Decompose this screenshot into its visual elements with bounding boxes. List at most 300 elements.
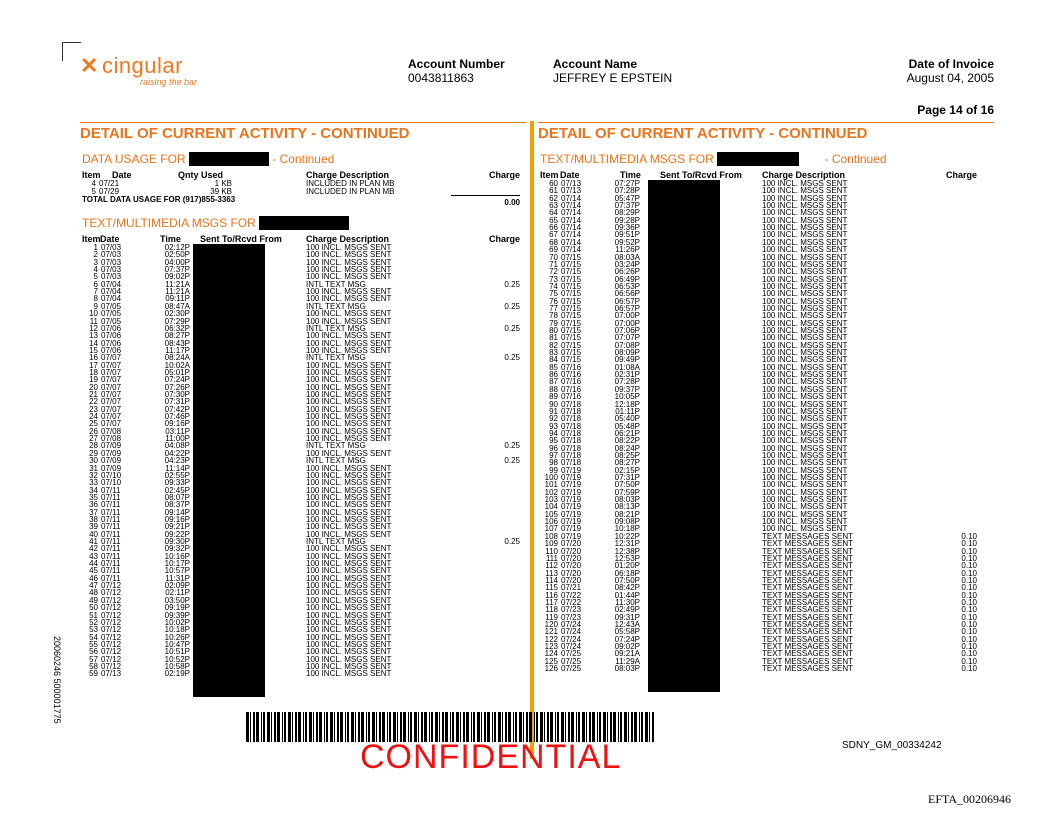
item-time: 10:16P [164,551,190,561]
charge-description: 100 INCL. MSGS SENT [762,414,848,424]
item-date: 07/22 [561,590,582,600]
item-date: 07/18 [561,399,582,409]
item-number: 13 [89,331,98,341]
item-number: 2 [93,250,98,260]
charge-description: 100 INCL. MSGS SENT [306,617,392,627]
charge-description: 100 INCL. MSGS SENT [306,588,392,598]
item-date: 07/11 [101,522,121,532]
item-date: 07/24 [561,634,582,644]
item-date: 07/12 [101,617,122,627]
item-number: 107 [544,524,558,534]
barcode-bar [316,712,318,742]
item-time: 07:24P [614,634,640,644]
charge-description: 100 INCL. MSGS SENT [306,360,392,370]
item-date: 07/15 [561,340,582,350]
charge-description: 100 INCL. MSGS SENT [762,193,848,203]
charge-description: 100 INCL. MSGS SENT [306,551,392,561]
item-date: 07/23 [561,612,582,622]
item-time: 11:21A [165,287,190,297]
item-date: 07/05 [101,301,122,311]
item-number: 54 [89,632,98,642]
item-number: 56 [89,647,98,657]
item-time: 07:29P [164,316,190,326]
charge-description: INCLUDED IN PLAN MB [306,187,395,196]
charge-description: 100 INCL. MSGS SENT [762,208,848,218]
charge-description: 100 INCL. MSGS SENT [306,375,392,385]
charge-description: 100 INCL. MSGS SENT [762,355,848,365]
side-code: 20060246 500001775 [52,636,62,724]
item-date: 07/12 [101,595,122,605]
item-time: 06:32P [164,323,190,333]
column-header: Charge [945,170,977,180]
charge-description: 100 INCL. MSGS SENT [306,404,392,414]
item-date: 07/03 [101,257,122,267]
item-date: 07/07 [101,412,122,422]
item-time: 08:27P [164,331,190,341]
item-number: 83 [549,348,558,358]
item-number: 96 [549,443,558,453]
charge-description: 100 INCL. MSGS SENT [306,529,392,539]
item-time: 02:50P [164,250,190,260]
charge-description: INTL TEXT MSG [306,323,366,333]
right-msgs-continued: - Continued [824,152,887,166]
charge-description: 100 INCL. MSGS SENT [306,272,392,282]
item-number: 35 [89,492,98,502]
item-number: 61 [549,186,558,196]
charge-amount: 0.10 [961,597,977,607]
charge-description: 100 INCL. MSGS SENT [762,259,848,269]
charge-description: 100 INCL. MSGS SENT [762,267,848,277]
barcode-bar [624,712,627,742]
item-date: 07/04 [101,279,122,289]
charge-description: TEXT MESSAGES SENT [762,620,853,629]
item-number: 102 [544,487,558,497]
item-date: 07/12 [101,647,122,657]
barcode-bar [639,712,640,742]
charge-description: 100 INCL. MSGS SENT [306,470,392,480]
charge-description: 100 INCL. MSGS SENT [762,252,848,262]
item-number: 39 [89,522,98,532]
item-date: 07/11 [101,485,121,495]
charge-description: TEXT MESSAGES SENT [762,568,853,578]
item-date: 07/12 [101,588,122,598]
charge-description: 100 INCL. MSGS SENT [306,669,392,679]
charge-amount: 0.25 [504,537,520,546]
charge-description: 100 INCL. MSGS SENT [762,436,848,446]
barcode-bar [326,712,328,742]
item-date: 07/18 [561,414,582,424]
charge-description: 100 INCL. MSGS SENT [306,309,392,319]
item-time: 08:22P [614,436,640,446]
column-header: Date [560,170,580,180]
item-number: 38 [89,514,98,524]
item-time: 02:12P [164,243,190,252]
column-header: Date [112,170,132,180]
item-date: 07/03 [101,243,122,252]
item-number: 34 [89,485,98,495]
item-date: 07/20 [561,575,582,585]
item-date: 07/15 [561,274,582,284]
item-date: 07/09 [101,456,122,466]
item-number: 81 [549,333,558,343]
brand-name: cingular [101,53,183,78]
item-date: 07/06 [101,331,122,341]
item-number: 66 [549,223,558,233]
right-msgs-title: TEXT/MULTIMEDIA MSGS FOR - Continued [540,152,887,166]
charge-amount: 0.10 [961,531,977,541]
item-date: 07/24 [561,627,582,637]
data-usage-title: DATA USAGE FOR - Continued [82,152,335,166]
item-time: 11:31P [165,573,190,583]
item-date: 07/12 [101,632,122,642]
item-time: 08:27P [614,458,640,468]
item-number: 37 [89,507,98,517]
account-number: 0043811863 [408,71,474,85]
item-time: 04:00P [164,257,190,267]
item-number: 23 [89,404,98,414]
item-time: 09:19P [164,603,190,613]
charge-description: 100 INCL. MSGS SENT [762,495,848,505]
charge-description: 100 INCL. MSGS SENT [762,179,848,188]
item-number: 75 [549,289,558,299]
item-number: 24 [89,412,98,422]
item-date: 07/12 [101,610,122,620]
item-date: 07/12 [101,581,122,591]
charge-description: 100 INCL. MSGS SENT [762,362,848,372]
item-number: 12 [89,323,98,333]
item-date: 07/22 [561,597,582,607]
item-time: 02:09P [164,581,190,591]
item-number: 19 [89,375,98,385]
column-header: Date [100,234,120,244]
charge-description: 100 INCL. MSGS SENT [306,500,392,510]
redaction-block-right [648,180,720,692]
barcode-bar [263,712,265,742]
item-date: 07/14 [561,237,582,247]
item-time: 08:03P [614,664,640,674]
item-time: 12:38P [614,546,640,556]
item-number: 15 [89,345,98,355]
item-number: 30 [89,456,98,466]
column-header: Time [620,170,641,180]
barcode-bar [645,712,648,742]
item-date: 07/15 [561,333,582,343]
item-number: 73 [549,274,558,284]
item-date: 07/15 [561,326,582,335]
charge-description: 100 INCL. MSGS SENT [762,296,848,306]
charge-amount: 0.25 [504,353,520,363]
item-time: 07:46P [164,412,190,422]
item-date: 07/18 [561,450,582,460]
item-number: 93 [549,421,558,431]
item-time: 08:03P [614,495,640,505]
item-time: 08:25P [614,450,640,460]
column-header: Qnty Used [178,170,224,180]
item-date: 07/11 [101,537,121,546]
item-number: 98 [549,458,558,468]
charge-description: 100 INCL. MSGS SENT [306,507,392,517]
invoice-date: August 04, 2005 [906,71,994,85]
item-date: 07/13 [561,186,582,196]
barcode-bar [303,712,304,742]
item-time: 09:02P [164,272,190,282]
charge-amount: 0.10 [961,620,977,629]
barcode-bar [628,712,629,742]
item-date: 07/06 [101,323,122,333]
item-date: 07/09 [101,463,122,473]
charge-description: INTL TEXT MSG [306,301,366,311]
item-number: 92 [549,414,558,424]
item-number: 115 [545,583,558,593]
item-date: 07/29 [99,187,120,196]
charge-description: 100 INCL. MSGS SENT [306,390,392,399]
item-time: 06:56P [614,289,640,299]
barcode-bar [295,712,297,742]
item-date: 07/19 [561,495,582,505]
item-time: 11:29A [615,656,640,666]
charge-description: 100 INCL. MSGS SENT [306,367,392,377]
item-number: 57 [89,654,98,664]
charge-description: 100 INCL. MSGS SENT [306,419,392,429]
item-time: 10:57P [164,566,190,576]
item-date: 07/07 [101,390,122,399]
item-time: 07:42P [164,404,190,414]
item-time: 09:37P [614,384,640,394]
account-number-block [408,57,505,85]
item-number: 29 [89,448,98,458]
charge-description: TEXT MESSAGES SENT [762,546,853,556]
item-number: 59 [89,669,98,679]
invoice-date-label: Date of Invoice [908,57,994,71]
item-date: 07/12 [101,603,122,613]
item-number: 42 [89,544,98,554]
barcode-bar [274,712,276,742]
barcode-bar [355,712,356,742]
item-date: 07/08 [101,426,122,436]
item-time: 07:50P [614,575,640,585]
item-time: 05:58P [614,627,640,637]
barcode-bar [345,712,346,742]
item-time: 07:00P [614,318,640,328]
item-number: 32 [89,470,98,480]
charge-amount: 0.25 [504,441,520,451]
item-number: 108 [544,531,558,541]
charge-description: 100 INCL. MSGS SENT [306,397,392,407]
item-date: 07/09 [101,441,122,451]
charge-description: 100 INCL. MSGS SENT [762,392,848,402]
item-number: 3 [93,257,98,267]
item-number: 4 [93,265,98,275]
item-number: 45 [89,566,98,576]
item-time: 12:31P [614,539,640,549]
charge-description: 100 INCL. MSGS SENT [306,345,392,355]
item-number: 117 [545,597,558,607]
item-number: 14 [89,338,98,348]
account-name-label: Account Name [553,57,638,71]
item-number: 72 [549,267,558,277]
account-number-label: Account Number [408,57,505,71]
charge-description: 100 INCL. MSGS SENT [762,318,848,328]
invoice-date-block [907,57,994,85]
charge-description: TEXT MESSAGES SENT [762,649,853,659]
item-time: 09:08P [614,517,640,527]
item-number: 97 [549,450,558,460]
item-date: 07/14 [561,215,582,225]
item-number: 16 [89,353,98,363]
item-date: 07/05 [101,309,122,319]
charge-description: 100 INCL. MSGS SENT [762,399,848,409]
item-date: 07/20 [561,546,582,556]
item-time: 09:02P [614,642,640,652]
charge-description: 100 INCL. MSGS SENT [306,544,392,554]
item-time: 10:52P [164,654,190,664]
item-time: 09:32P [164,544,190,554]
charge-amount: 0.10 [961,656,977,666]
barcode-bar [253,712,255,742]
charge-description: 100 INCL. MSGS SENT [306,434,392,444]
item-time: 11:30P [615,597,640,607]
charge-description: TEXT MESSAGES SENT [762,612,853,622]
item-date: 07/03 [101,250,122,260]
item-number: 80 [549,326,558,335]
charge-description: INCLUDED IN PLAN MB [306,179,395,188]
corner-mark [62,42,81,61]
item-date: 07/19 [561,517,582,527]
charge-amount: 0.10 [961,546,977,556]
data-usage-total: 0.00 [504,198,520,207]
item-date: 07/18 [561,443,582,453]
item-number: 122 [544,634,558,644]
charge-description: 100 INCL. MSGS SENT [306,639,392,649]
item-number: 100 [544,473,558,482]
item-number: 118 [545,605,558,615]
column-header: Time [160,234,181,244]
charge-amount: 0.10 [961,561,977,571]
charge-amount: 0.10 [961,612,977,622]
item-time: 04:22P [164,448,190,458]
charge-description: 100 INCL. MSGS SENT [306,647,392,657]
charge-description: 100 INCL. MSGS SENT [306,514,392,524]
charge-description: 100 INCL. MSGS SENT [306,581,392,591]
charge-description: 100 INCL. MSGS SENT [762,458,848,468]
item-number: 43 [89,551,98,561]
charge-description: 100 INCL. MSGS SENT [762,274,848,284]
item-time: 02:45P [164,485,190,495]
brand-tagline: raising the bar [140,77,198,87]
charge-description: 100 INCL. MSGS SENT [762,480,848,490]
item-time: 07:08P [614,340,640,350]
charge-description: 100 INCL. MSGS SENT [762,340,848,350]
item-date: 07/11 [101,529,121,539]
charge-description: 100 INCL. MSGS SENT [306,382,392,392]
item-time: 07:07P [614,333,640,343]
barcode-bar [246,712,249,742]
item-time: 09:21P [164,522,190,532]
item-time: 07:27P [614,179,640,188]
item-number: 62 [549,193,558,203]
item-number: 87 [549,377,558,387]
item-time: 02:49P [614,605,640,615]
charge-description: TEXT MESSAGES SENT [762,664,853,674]
item-number: 7 [93,287,98,297]
item-date: 07/12 [101,661,122,671]
item-time: 01:11P [615,406,640,416]
item-number: 79 [549,318,558,328]
left-msgs-title: TEXT/MULTIMEDIA MSGS FOR [82,216,349,230]
barcode-bar [330,712,333,742]
item-date: 07/07 [101,404,122,414]
barcode-bar [256,712,259,742]
item-date: 07/11 [101,492,121,502]
item-time: 12:43A [614,620,640,629]
item-time: 07:30P [164,390,190,399]
barcode-bar [271,712,272,742]
item-time: 08:37P [164,500,190,510]
item-date: 07/11 [101,566,121,576]
item-number: 95 [549,436,558,446]
item-time: 06:57P [614,296,640,306]
item-time: 07:59P [614,487,640,497]
charge-description: 100 INCL. MSGS SENT [306,265,392,275]
item-time: 10:02P [164,617,190,627]
item-number: 40 [89,529,98,539]
item-time: 05:48P [614,421,640,431]
charge-description: 100 INCL. MSGS SENT [762,230,848,240]
barcode-bar [288,712,291,742]
charge-description: 100 INCL. MSGS SENT [762,215,848,225]
item-date: 07/15 [561,296,582,306]
item-time: 08:07P [164,492,190,502]
column-header: Charge Description [306,234,390,244]
charge-amount: 0.10 [961,634,977,644]
item-time: 09:36P [614,223,640,233]
charge-description: 100 INCL. MSGS SENT [762,428,848,438]
item-date: 07/20 [561,539,582,549]
item-number: 10 [89,309,98,319]
charge-amount: 0.10 [961,642,977,652]
charge-description: 100 INCL. MSGS SENT [306,287,392,297]
item-date: 07/25 [561,649,582,659]
charge-amount: 0.10 [961,553,977,563]
item-time: 04:08P [164,441,190,451]
item-time: 10:47P [164,639,190,649]
item-time: 08:43P [164,338,190,348]
item-number: 89 [549,392,558,402]
item-time: 07:06P [614,326,640,335]
item-date: 07/25 [561,664,582,674]
item-date: 07/15 [561,348,582,358]
charge-description: 100 INCL. MSGS SENT [762,509,848,519]
item-number: 101 [544,480,558,490]
item-time: 08:29P [614,208,640,218]
item-number: 105 [544,509,558,519]
item-number: 25 [89,419,98,429]
charge-description: 100 INCL. MSGS SENT [306,573,392,583]
item-number: 120 [544,620,558,629]
item-date: 07/15 [561,252,582,262]
item-number: 5 [91,187,96,196]
charge-description: 100 INCL. MSGS SENT [762,333,848,343]
item-date: 07/04 [101,294,122,304]
charge-description: 100 INCL. MSGS SENT [762,384,848,394]
item-time: 02:19P [164,669,190,679]
item-time: 09:16P [164,514,190,524]
barcode-bar [250,712,251,742]
charge-description: 100 INCL. MSGS SENT [762,201,848,211]
item-time: 10:02A [164,360,190,370]
item-number: 50 [89,603,98,613]
charge-amount: 0.10 [961,664,977,674]
